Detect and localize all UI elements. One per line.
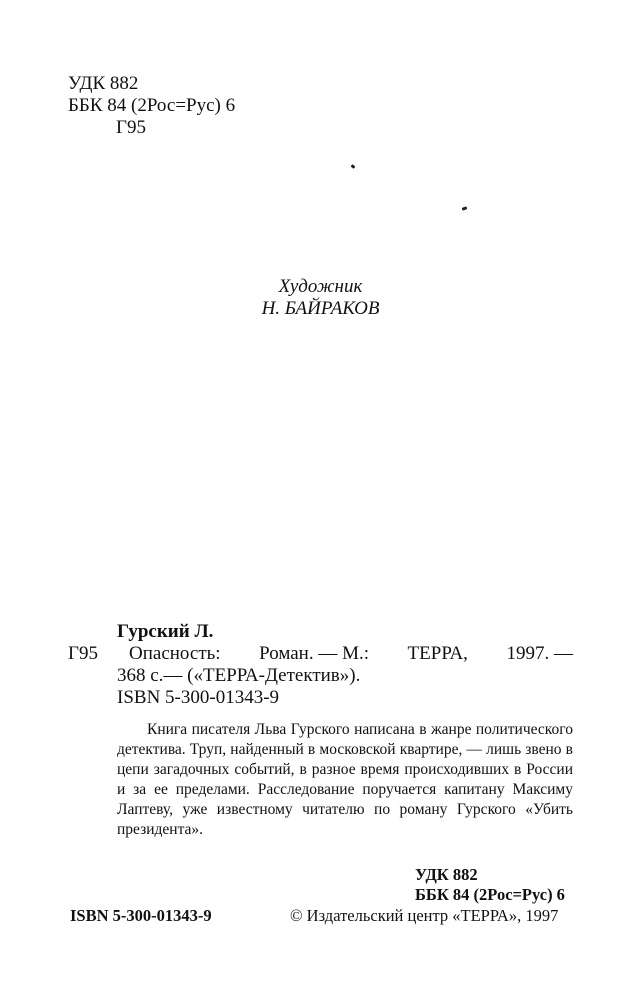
- catalog-title-part: Опасность:: [129, 643, 221, 664]
- isbn: ISBN 5-300-01343-9: [70, 906, 212, 925]
- classification-codes-bottom: [415, 865, 565, 905]
- udk-code: УДК 882: [415, 865, 478, 884]
- author-mark: Г95: [116, 117, 146, 138]
- book-annotation: Книга писателя Льва Гурского написана в жанре политического детектива. Труп, найденный в московской квартире, — лишь звено в цепи загадочных событий, в разное время происходивших в России и за ее пределами. Расследование поручается капитану Максиму Лаптеву, уже известному читателю по роману Гурского «Убить президента».: [117, 721, 573, 838]
- artist-name: Н. БАЙРАКОВ: [261, 298, 380, 319]
- catalog-description: [117, 643, 573, 687]
- catalog-author-mark: Г95: [68, 643, 98, 664]
- bbk-code: ББК 84 (2Рос=Рус) 6: [415, 885, 565, 904]
- artist-credit: [0, 276, 641, 320]
- catalog-title-part: 1997. —: [506, 643, 573, 664]
- artist-role: Художник: [278, 276, 363, 297]
- bbk-code: ББК 84 (2Рос=Рус) 6: [68, 95, 236, 116]
- catalog-title-line: [117, 643, 573, 665]
- scan-speck: [462, 206, 468, 211]
- copyright: © Издательский центр «ТЕРРА», 1997: [290, 906, 559, 925]
- catalog-series-line: 368 с.— («ТЕРРА-Детектив»).: [117, 665, 361, 686]
- classification-codes-top: [68, 73, 235, 139]
- scan-speck: [351, 164, 356, 169]
- catalog-author: Гурский Л.: [117, 621, 214, 642]
- catalog-title-part: Роман. — М.:: [259, 643, 370, 664]
- udk-code: УДК 882: [68, 73, 139, 94]
- catalog-isbn: ISBN 5-300-01343-9: [117, 687, 280, 708]
- catalog-title-part: ТЕРРА,: [407, 643, 468, 664]
